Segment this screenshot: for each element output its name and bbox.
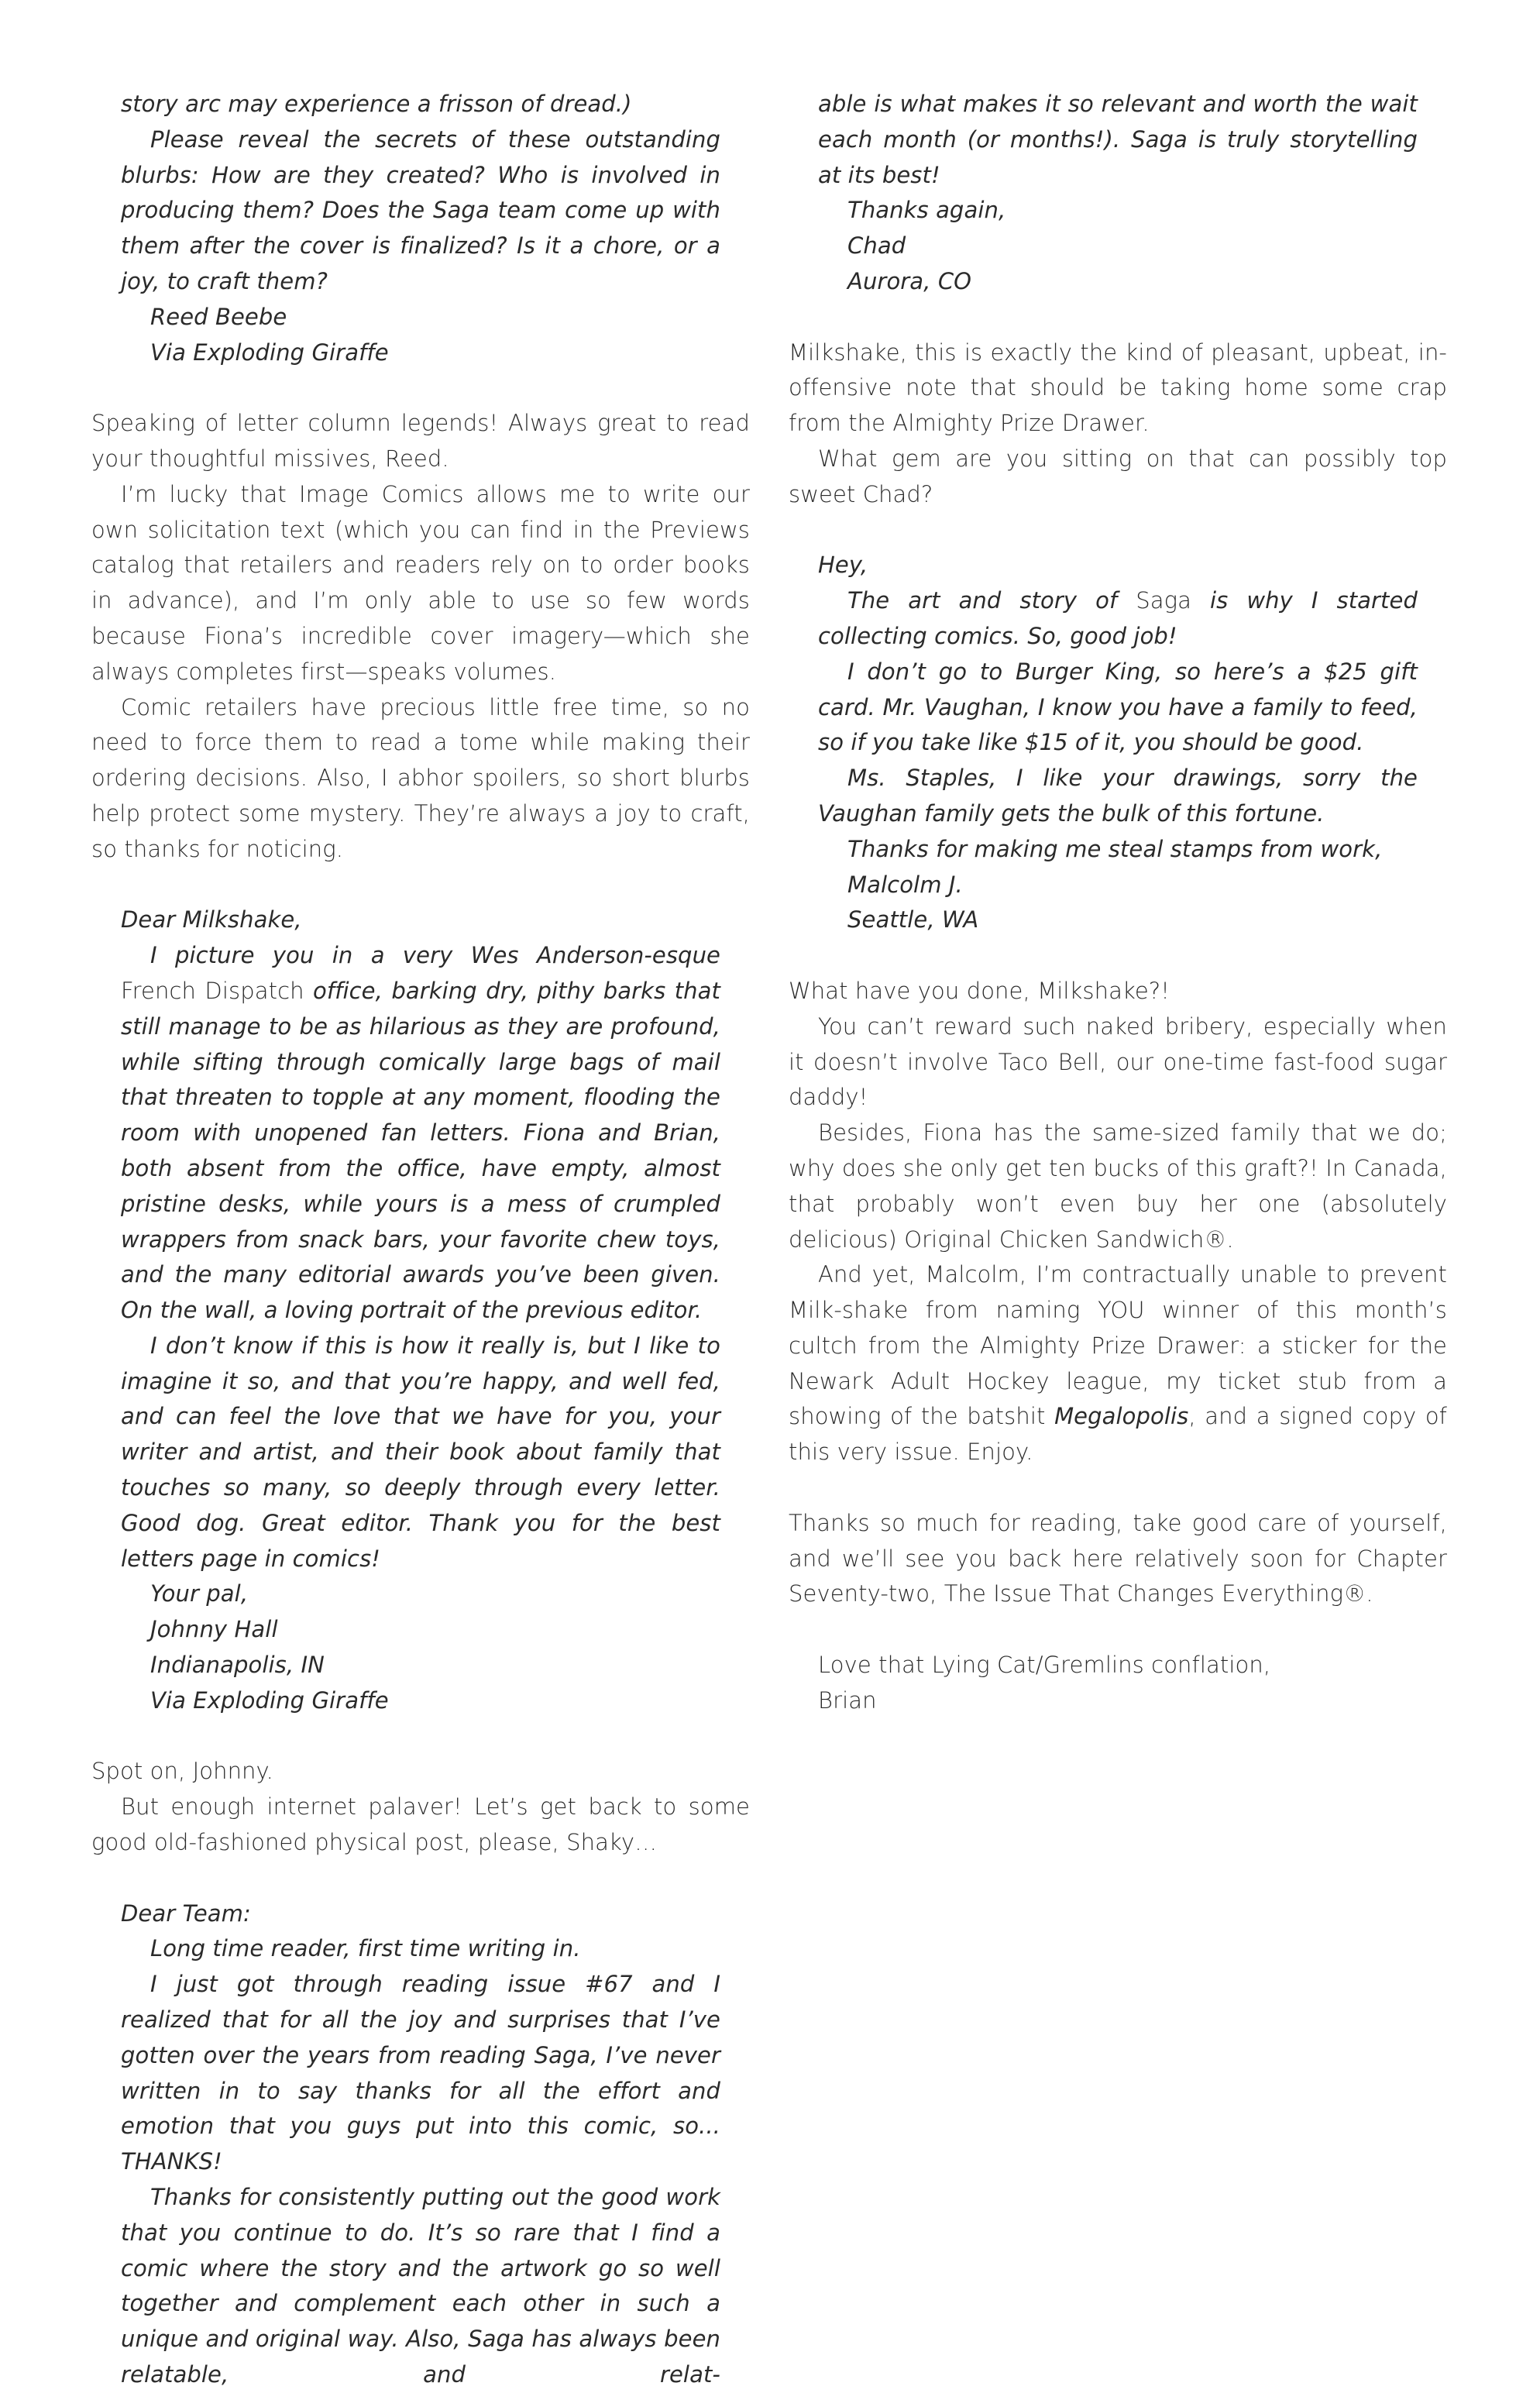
- signature-via: Via Exploding Giraffe: [150, 1686, 389, 1714]
- letter-text: The art and story of: [847, 587, 1118, 614]
- reply-paragraph: You can’t reward such naked bribery, especially when it doesn’t involve Taco Bell, our one-time fast-food sugar daddy!: [789, 1013, 1447, 1111]
- letter-paragraph: [818, 583, 1418, 655]
- reply-paragraph: Speaking of letter column legends! Always great to read your thoughtful missives, Reed.: [91, 410, 750, 472]
- reply-chad: [789, 335, 1447, 513]
- letter-paragraph: I don’t go to Burger King, so here’s a $25 gift card. Mr. Vaughan, I know you have a family to feed, so if you take like $15 of it, you should be good.: [818, 658, 1418, 756]
- letter-chad: [91, 1896, 750, 2393]
- reply-text: And yet, Malcolm, I’m contractually unable to prevent Milk-shake from naming YOU winner of this month’s cultch from the Almighty Prize Drawer: a sticker for the Newark Adult Hockey league, my ticket stub from a showing of the batshit: [789, 1261, 1447, 1430]
- comic-title: Saga: [1136, 587, 1192, 614]
- signature-name: Reed Beebe: [150, 303, 287, 330]
- signature-city: Seattle, WA: [847, 906, 979, 933]
- signature-via: Via Exploding Giraffe: [150, 339, 389, 366]
- closing-section: [789, 1506, 1447, 1719]
- signature-city: Indianapolis, IN: [150, 1652, 325, 1679]
- signature-city: Aurora, CO: [847, 267, 972, 294]
- closing-sign-name: Brian: [818, 1686, 877, 1714]
- signature-closing: Your pal,: [150, 1580, 249, 1607]
- letter-text: I picture you in a very Wes Anderson-esque: [150, 942, 720, 969]
- letter-paragraph: able is what makes it so relevant and worth the wait each month (or months!). Saga is truly storytelling at its best!: [818, 91, 1418, 188]
- letter-paragraph: [121, 938, 720, 1329]
- closing-sign-line: Love that Lying Cat/Gremlins conflation,: [818, 1652, 1271, 1679]
- letter-paragraph: Long time reader, first time writing in.: [150, 1935, 581, 1962]
- closing-paragraph: Thanks so much for reading, take good care of yourself, and we’ll see you back here relatively soon for Chapter Seventy-two, The Issue That Changes Everything®.: [789, 1509, 1447, 1607]
- letter-greeting: Dear Milkshake,: [121, 906, 302, 933]
- film-title: Megalopolis: [1054, 1403, 1189, 1430]
- signature-closing: Thanks for making me steal stamps from work,: [847, 835, 1383, 862]
- reply-text: , and a signed copy of this very issue. Enjoy.: [789, 1403, 1447, 1466]
- film-title: French Dispatch: [121, 977, 304, 1004]
- signature-name: Johnny Hall: [150, 1616, 278, 1643]
- right-column: [789, 87, 1447, 1719]
- letter-text: story arc may experience a frisson of dread.): [121, 91, 632, 117]
- reply-paragraph: What have you done, Milkshake?!: [789, 977, 1170, 1004]
- reply-paragraph: Milkshake, this is exactly the kind of pleasant, upbeat, in-offensive note that should be taking home some crap from the Almighty Prize Drawer.: [789, 339, 1447, 437]
- letter-reed: [91, 87, 750, 370]
- letter-paragraph: I don’t know if this is how it really is, but I like to imagine it so, and that you’re happy, and well fed, and can feel the love that we have for you, your writer and artist, and their book about family that touches so many, so deeply through every letter. Good dog. Great editor. Thank you for the best letters page in comics!: [121, 1332, 720, 1572]
- signature-closing: Thanks again,: [847, 197, 1006, 224]
- letter-greeting: Hey,: [818, 552, 868, 579]
- reply-johnny: [91, 1754, 750, 1860]
- signature-name: Malcolm J.: [847, 871, 963, 898]
- signature-name: Chad: [847, 232, 906, 260]
- letter-paragraph: Please reveal the secrets of these outstanding blurbs: How are they created? Who is involved in producing them? Does the Saga team come up with them after the cover is finalized? Is it a chore, or a joy, to craft them?: [121, 125, 720, 294]
- letter-paragraph: Ms. Staples, I like your drawings, sorry the Vaughan family gets the bulk of this fortune.: [818, 765, 1418, 827]
- letter-malcolm: [789, 548, 1447, 938]
- reply-paragraph: Spot on, Johnny.: [91, 1758, 273, 1785]
- letter-paragraph: Thanks for consistently putting out the good work that you continue to do. It’s so rare that I find a comic where the story and the artwork go so well together and complement each other in such a unique and original way. Also, Saga has always been relatable, and relat-: [121, 2184, 720, 2388]
- letter-text: is why I started collecting comics. So, good job!: [818, 587, 1418, 649]
- reply-paragraph: What gem are you sitting on that can possibly top sweet Chad?: [789, 445, 1447, 507]
- reply-paragraph: But enough internet palaver! Let’s get back to some good old-fashioned physical post, please, Shaky…: [91, 1793, 750, 1856]
- reply-paragraph: Besides, Fiona has the same-sized family that we do; why does she only get ten bucks of this graft?! In Canada, that probably won’t even buy her one (absolutely delicious) Original Chicken Sandwich®.: [789, 1119, 1447, 1253]
- letter-johnny: [91, 903, 750, 1718]
- reply-paragraph: Comic retailers have precious little free time, so no need to force them to read a tome while making their ordering decisions. Also, I abhor spoilers, so short blurbs help protect some mystery. They’re always a joy to craft, so thanks for noticing.: [91, 693, 750, 862]
- reply-paragraph: I’m lucky that Image Comics allows me to write our own solicitation text (which you can find in the Previews catalog that retailers and readers rely on to order books in advance), and I’m only able to use so few words because Fiona’s incredible cover imagery—which she always completes first—speaks volumes.: [91, 480, 750, 685]
- left-column: [91, 87, 750, 2393]
- letter-chad-continued: [789, 87, 1447, 300]
- letter-text: office, barking dry, pithy barks that still manage to be as hilarious as they are profound, while sifting through comically large bags of mail that threaten to topple at any moment, flooding the room with unopened fan letters. Fiona and Brian, both absent from the office, have empty, almost pristine desks, while yours is a mess of crumpled wrappers from snack bars, your favorite chew toys, and the many editorial awards you’ve been given. On the wall, a loving portrait of the previous editor.: [121, 977, 720, 1324]
- reply-reed: [91, 406, 750, 867]
- letter-greeting: Dear Team:: [121, 1900, 251, 1927]
- reply-paragraph: [789, 1257, 1447, 1470]
- letter-paragraph: I just got through reading issue #67 and I realized that for all the joy and surprises that I’ve gotten over the years from reading Saga, I’ve never written in to say thanks for all the effort and emotion that you guys put into this comic, so... THANKS!: [121, 1971, 720, 2175]
- reply-malcolm: [789, 974, 1447, 1470]
